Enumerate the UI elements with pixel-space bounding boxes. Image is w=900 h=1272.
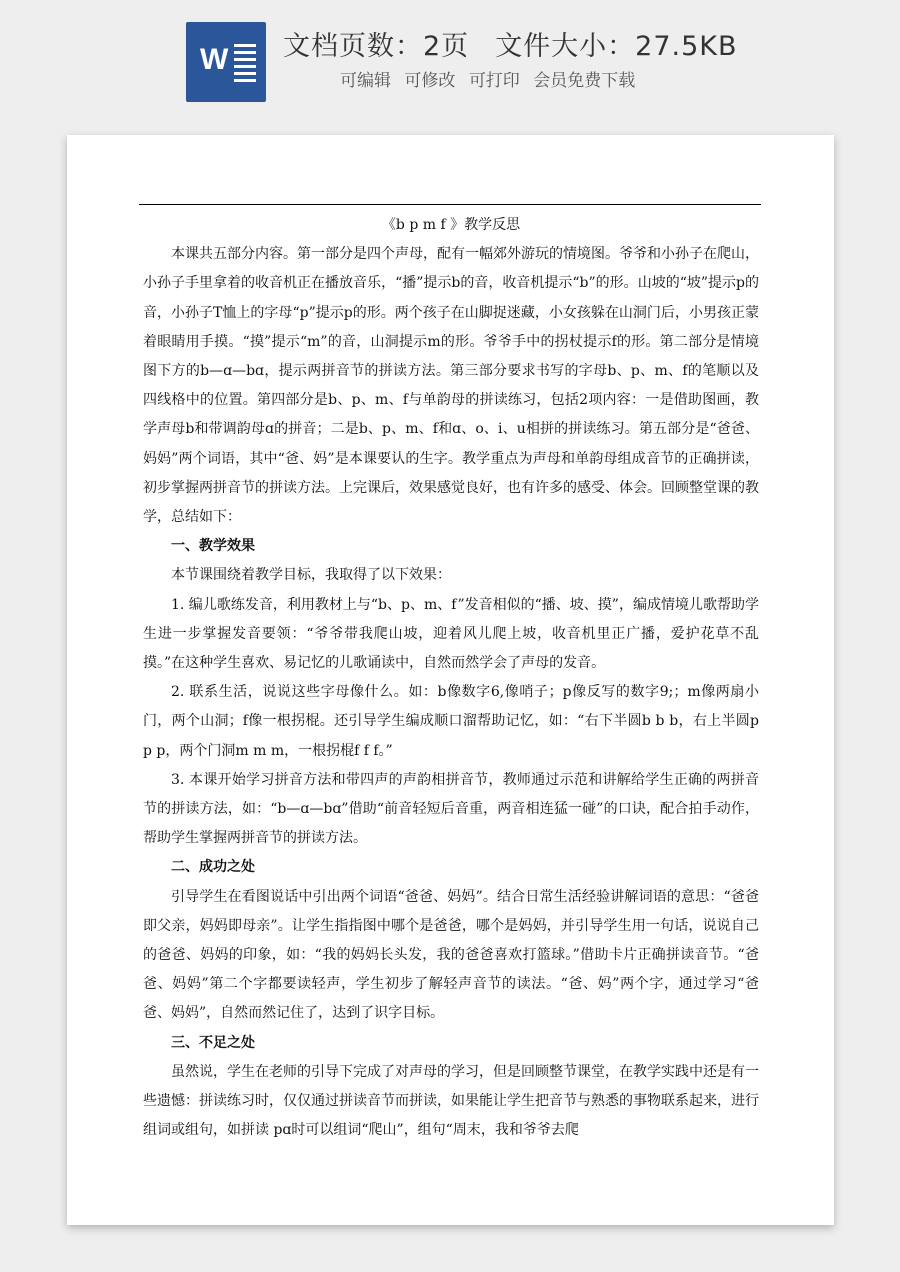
effects-item-2: 2. 联系生活，说说这些字母像什么。如：b像数字6,像哨子；p像反写的数字9;；m像两扇小门，两个山洞；f像一根拐棍。还引导学生编成顺口溜帮助记忆，如：“右下半圆b b b，右上半圆p p p，两个门洞m m m，一根拐棍f f f。” xyxy=(143,684,759,759)
page-count: 文档页数：2页 xyxy=(283,31,470,62)
file-info xyxy=(283,24,738,63)
shortcomings-paragraph: 虽然说，学生在老师的引导下完成了对声母的学习，但是回顾整节课堂，在教学实践中还是有一些遗憾：拼读练习时，仅仅通过拼读音节而拼读，如果能让学生把音节与熟悉的事物联系起来，进行组词或组句，如拼读 pɑ时可以组词“爬山”，组句“周末，我和爷爷去爬 xyxy=(143,1063,759,1139)
successes-paragraph: 引导学生在看图说话中引出两个词语“爸爸、妈妈”。结合日常生活经验讲解词语的意思：“爸爸即父亲，妈妈即母亲”。让学生指指图中哪个是爸爸，哪个是妈妈，并引导学生用一句话，说说自己的爸爸、妈妈的印象，如：“我的妈妈长头发，我的爸爸喜欢打篮球。”借助卡片正确拼读音节。“爸爸、妈妈”第二个字都要读轻声，学生初步了解轻声音节的读法。“爸、妈”两个字，通过学习“爸爸、妈妈”，自然而然记住了，达到了识字目标。 xyxy=(143,888,759,1022)
word-icon-letter: W xyxy=(200,43,229,76)
section-heading-effects: 一、教学效果 xyxy=(171,538,255,555)
header-rule xyxy=(139,204,761,205)
document-title: 《b p m f 》教学反思 xyxy=(381,217,521,233)
document-body xyxy=(143,211,759,1146)
document-page xyxy=(67,135,834,1225)
effects-item-1: 1. 编儿歌练发音，利用教材上与“b、p、m、f”发音相似的“播、坡、摸”，编成情境儿歌帮助学生进一步掌握发音要领：“爷爷带我爬山坡，迎着风儿爬上坡，收音机里正广播，爱护花草不乱摸。”在这种学生喜欢、易记忆的儿歌诵读中，自然而然学会了声母的发音。 xyxy=(143,596,759,672)
word-document-icon xyxy=(186,22,266,102)
feature-editable: 可编辑 xyxy=(340,71,391,91)
feature-printable: 可打印 xyxy=(468,71,520,91)
download-banner xyxy=(0,0,900,120)
effects-intro: 本节课围绕着教学目标，我取得了以下效果： xyxy=(171,567,451,584)
feature-list xyxy=(340,66,643,91)
effects-item-3: 3. 本课开始学习拼音方法和带四声的声韵相拼音节，教师通过示范和讲解给学生正确的两拼音节的拼读方法，如：“b—ɑ—bɑ”借助“前音轻短后音重，两音相连猛一碰”的口诀，配合拍手动作，帮助学生掌握两拼音节的拼读方法。 xyxy=(143,771,759,847)
file-size: 文件大小：27.5KB xyxy=(495,31,738,62)
section-heading-successes: 二、成功之处 xyxy=(171,859,255,876)
word-icon-lines xyxy=(234,44,256,86)
intro-paragraph: 本课共五部分内容。第一部分是四个声母，配有一幅郊外游玩的情境图。爷爷和小孙子在爬山，小孙子手里拿着的收音机正在播放音乐，“播”提示b的音，收音机提示“b”的形。山坡的“坡”提示p的音，小孙子T恤上的字母“p”提示p的形。两个孩子在山脚捉迷藏，小女孩躲在山洞门后，小男孩正蒙着眼睛用手摸。“摸”提示“m”的音，山洞提示m的形。爷爷手中的拐杖提示f的形。第二部分是情境图下方的b—ɑ—bɑ，提示两拼音节的拼读方法。第三部分要求书写的字母b、p、m、f的笔顺以及四线格中的位置。第四部分是b、p、m、f与单韵母的拼读练习，包括2项内容：一是借助图画，教学声母b和带调韵母ɑ的拼音；二是b、p、m、f和ɑ、o、i、u相拼的拼读练习。第五部分是“爸爸、妈妈”两个词语，其中“爸、妈”是本课要认的生字。教学重点为声母和单韵母组成音节的正确拼读，初步掌握两拼音节的拼读方法。上完课后，效果感觉良好，也有许多的感受、体会。回顾整堂课的教学，总结如下： xyxy=(143,246,759,526)
section-heading-shortcomings: 三、不足之处 xyxy=(171,1034,255,1051)
feature-member-download: 会员免费下载 xyxy=(533,71,636,91)
feature-modifiable: 可修改 xyxy=(404,71,456,91)
